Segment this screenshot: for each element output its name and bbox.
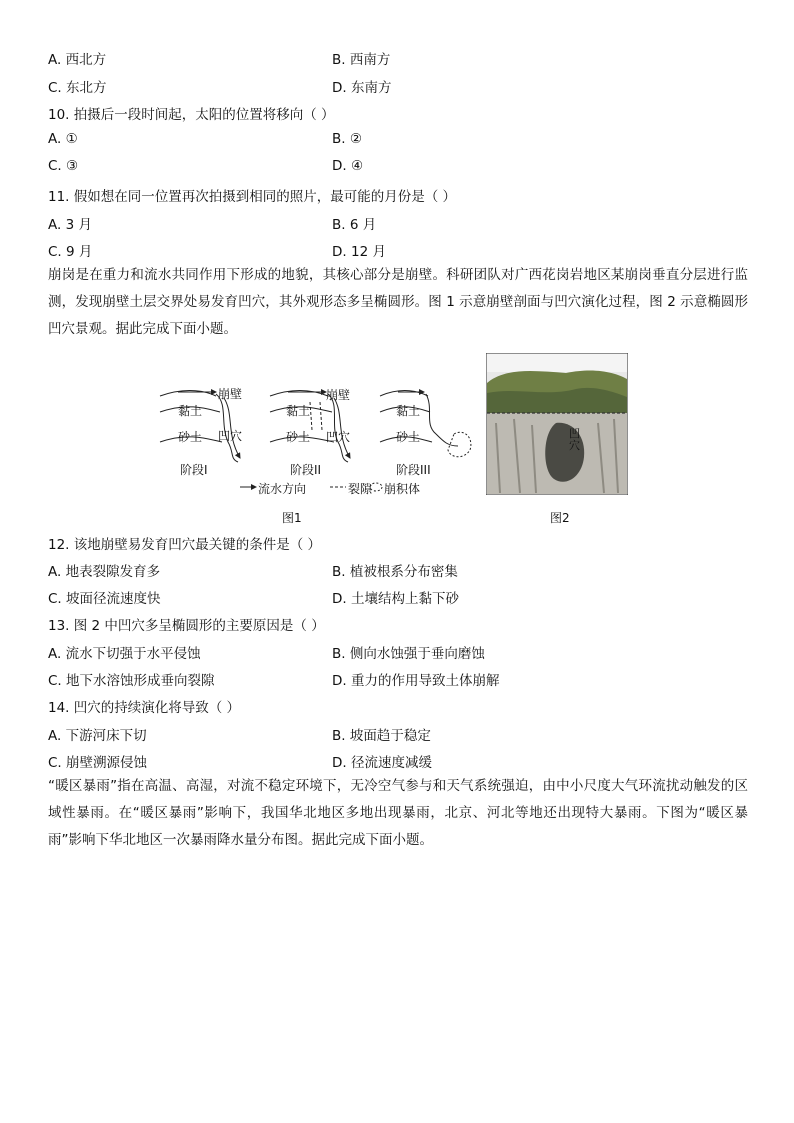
q10-option-d: D. ④ [332, 158, 364, 174]
legend-flow: 流水方向 [258, 482, 307, 496]
q13-option-b: B. 侧向水蚀强于垂向磨蚀 [332, 646, 485, 662]
q9-option-d: D. 东南方 [332, 80, 392, 96]
clay-label-1: 黏土 [178, 404, 203, 418]
wall-label-1: 崩壁 [218, 387, 243, 401]
q14-stem: 14. 凹穴的持续演化将导致（ ） [48, 700, 241, 716]
figure1-caption: 图1 [282, 511, 302, 525]
q9-option-c: C. 东北方 [48, 80, 107, 96]
sand-label-1: 砂土 [178, 430, 203, 444]
cave-label-2: 凹穴 [326, 430, 351, 444]
q10-option-b: B. ② [332, 131, 362, 147]
legend-deposit: 崩积体 [384, 482, 421, 496]
q13-stem: 13. 图 2 中凹穴多呈椭圆形的主要原因是（ ） [48, 618, 325, 634]
q11-option-a: A. 3 月 [48, 217, 92, 233]
q10-option-c: C. ③ [48, 158, 79, 174]
legend-crack: 裂隙 [348, 482, 373, 496]
q12-option-c: C. 坡面径流速度快 [48, 591, 161, 607]
q14-option-c: C. 崩壁溯源侵蚀 [48, 755, 148, 771]
figure2-photo [486, 353, 628, 495]
passage-collapse-gully: 崩岗是在重力和流水共同作用下形成的地貌，其核心部分是崩壁。科研团队对广西花岗岩地区某崩岗垂直分层进行监测，发现崩壁土层交界处易发育凹穴，其外观形态多呈椭圆形。图 1 示意崩壁剖面与凹穴演化过程，图 2 示意椭圆形凹穴景观。据此完成下面小题。 [48, 267, 748, 337]
cave-label-1: 凹穴 [218, 429, 243, 443]
q10-stem: 10. 拍摄后一段时间起，太阳的位置将移向（ ） [48, 107, 335, 123]
q12-option-b: B. 植被根系分布密集 [332, 564, 458, 580]
stage-label-3: 阶段III [396, 463, 431, 477]
sand-label-3: 砂土 [396, 430, 421, 444]
wall-label-2: 崩壁 [326, 388, 351, 402]
q11-option-c: C. 9 月 [48, 244, 93, 260]
clay-label-3: 黏土 [396, 404, 421, 418]
q11-option-d: D. 12 月 [332, 244, 386, 260]
q14-option-a: A. 下游河床下切 [48, 728, 147, 744]
q10-option-a: A. ① [48, 131, 78, 147]
sand-label-2: 砂土 [286, 430, 311, 444]
q11-option-b: B. 6 月 [332, 217, 377, 233]
figure2-caption: 图2 [550, 511, 570, 525]
stage-label-2: 阶段II [290, 463, 322, 477]
q14-option-d: D. 径流速度减缓 [332, 755, 432, 771]
q13-option-d: D. 重力的作用导致土体崩解 [332, 673, 500, 689]
q11-stem: 11. 假如想在同一位置再次拍摄到相同的照片，最可能的月份是（ ） [48, 189, 457, 205]
q9-option-a: A. 西北方 [48, 52, 107, 68]
q13-option-c: C. 地下水溶蚀形成垂向裂隙 [48, 673, 215, 689]
q14-option-b: B. 坡面趋于稳定 [332, 728, 431, 744]
q13-option-a: A. 流水下切强于水平侵蚀 [48, 646, 201, 662]
passage-warm-sector-rainstorm: “暖区暴雨”指在高温、高湿，对流不稳定环境下，无冷空气参与和天气系统强迫，由中小尺度大气环流扰动触发的区域性暴雨。在“暖区暴雨”影响下，我国华北地区多地出现暴雨，北京、河北等地还出现特大暴雨。下图为“暖区暴雨”影响下华北地区一次暴雨降水量分布图。据此完成下面小题。 [48, 778, 748, 848]
figure1-diagram [158, 354, 476, 504]
clay-label-2: 黏土 [286, 404, 311, 418]
q12-option-d: D. 土壤结构上黏下砂 [332, 591, 459, 607]
stage-label-1: 阶段I [180, 463, 208, 477]
figure2-cave-label: 凹穴 [569, 427, 580, 452]
q12-option-a: A. 地表裂隙发育多 [48, 564, 161, 580]
q12-stem: 12. 该地崩壁易发育凹穴最关键的条件是（ ） [48, 537, 322, 553]
q9-option-b: B. 西南方 [332, 52, 391, 68]
